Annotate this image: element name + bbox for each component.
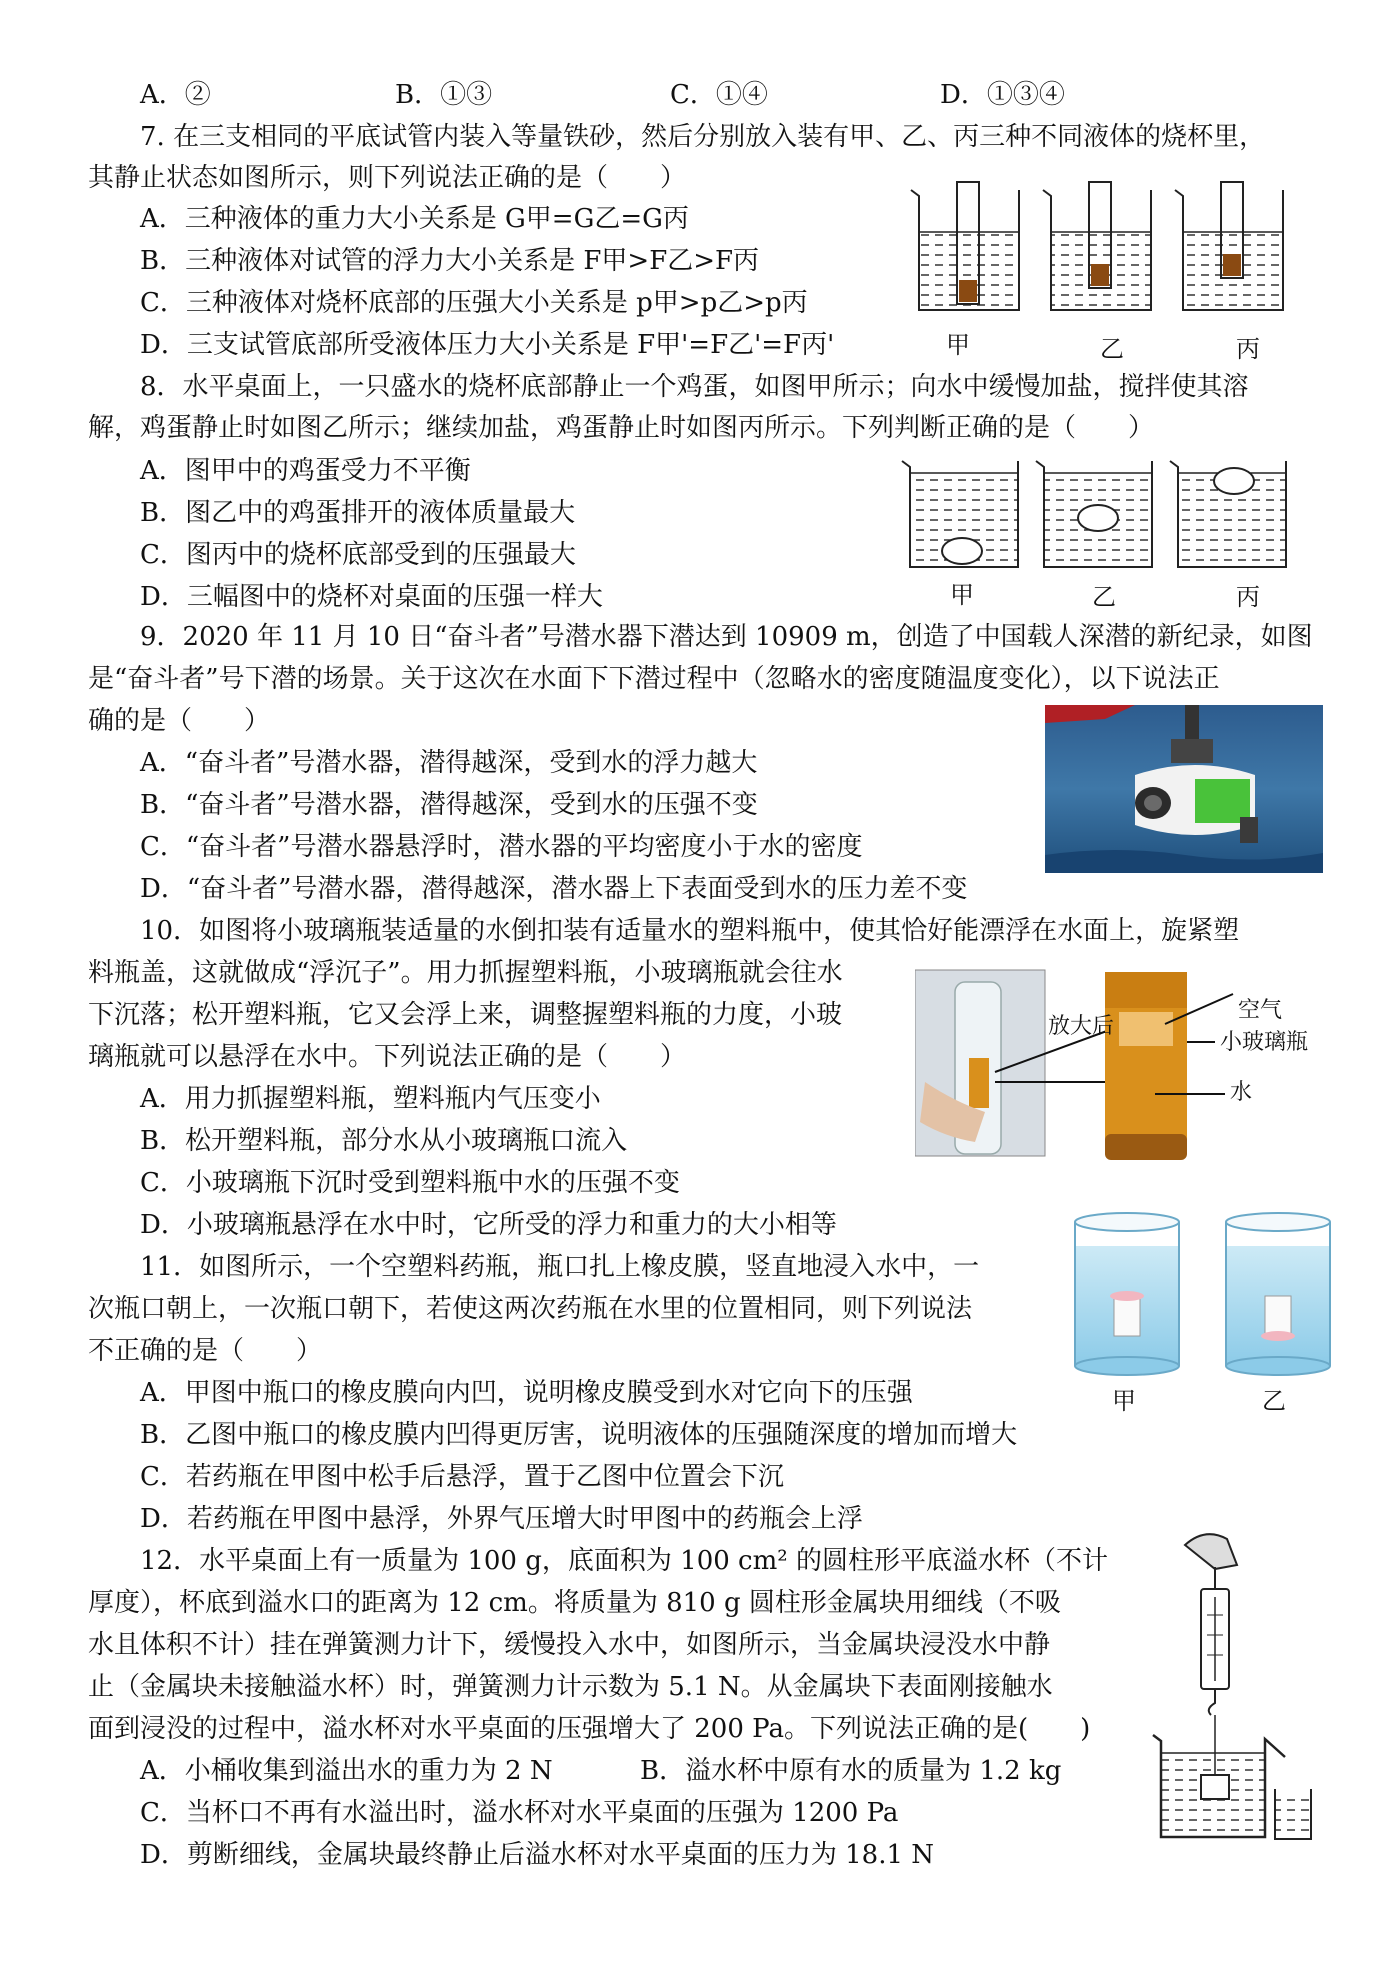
q10-cartesian-diver-figure	[915, 962, 1315, 1162]
q11-stem-2: 次瓶口朝上，一次瓶口朝下，若使这两次药瓶在水里的位置相同，则下列说法	[88, 1294, 973, 1324]
q11-label-jia: 甲	[1112, 1387, 1136, 1415]
q11-option-a: A．甲图中瓶口的橡皮膜向内凹，说明橡皮膜受到水对它向下的压强	[140, 1378, 913, 1408]
q9-stem-1: 9．2020 年 11 月 10 日“奋斗者”号潜水器下潜达到 10909 m，创造了中国载人深潜的新纪录，如图	[140, 622, 1313, 652]
q12-option-a: A．小桶收集到溢出水的重力为 2 N	[140, 1756, 553, 1786]
q9-option-b: B．“奋斗者”号潜水器，潜得越深，受到水的压强不变	[140, 790, 758, 820]
q12-stem-2: 厚度），杯底到溢水口的距离为 12 cm。将质量为 810 g 圆柱形金属块用细线（不吸	[88, 1588, 1061, 1618]
q9-stem-2: 是“奋斗者”号下潜的场景。关于这次在水面下下潜过程中（忽略水的密度随温度变化），以下说法正	[88, 664, 1220, 694]
q8-option-a: A．图甲中的鸡蛋受力不平衡	[140, 456, 471, 486]
q10-label-air: 空气	[1238, 998, 1283, 1023]
q9-option-a: A．“奋斗者”号潜水器，潜得越深，受到水的浮力越大	[140, 748, 758, 778]
q7-option-a: A．三种液体的重力大小关系是 G甲=G乙=G丙	[140, 204, 689, 234]
q7-beaker-bing	[1175, 182, 1283, 310]
q9-stem-3: 确的是（ ）	[88, 706, 271, 736]
q9-option-c: C．“奋斗者”号潜水器悬浮时，潜水器的平均密度小于水的密度	[140, 832, 863, 862]
q12-option-c: C．当杯口不再有水溢出时，溢水杯对水平桌面的压强为 1200 Pa	[140, 1798, 899, 1828]
q7-label-yi: 乙	[1100, 335, 1124, 363]
q7-beaker-jia	[911, 182, 1019, 310]
q8-option-c: C．图丙中的烧杯底部受到的压强最大	[140, 540, 576, 570]
q8-label-jia: 甲	[950, 581, 974, 609]
q7-option-b: B．三种液体对试管的浮力大小关系是 F甲>F乙>F丙	[140, 246, 760, 276]
q10-stem-2: 料瓶盖，这就做成“浮沉子”。用力抓握塑料瓶，小玻璃瓶就会往水	[88, 958, 843, 988]
q8-beaker-yi	[1036, 461, 1152, 567]
q7-option-c: C．三种液体对烧杯底部的压强大小关系是 p甲>p乙>p丙	[140, 288, 808, 318]
q12-overflow-cup-figure	[1145, 1525, 1325, 1850]
q8-option-d: D．三幅图中的烧杯对桌面的压强一样大	[140, 582, 603, 612]
q7-label-jia: 甲	[946, 331, 970, 359]
q10-stem-1: 10．如图将小玻璃瓶装适量的水倒扣装有适量水的塑料瓶中，使其恰好能漂浮在水面上，旋紧塑	[140, 916, 1240, 946]
q6-option-a: A．②	[140, 80, 211, 110]
q8-stem-2: 解，鸡蛋静止时如图乙所示；继续加盐，鸡蛋静止时如图丙所示。下列判断正确的是（ ）	[88, 413, 1155, 443]
q7-stem-2: 其静止状态如图所示，则下列说法正确的是（ ）	[88, 163, 687, 193]
q11-stem-1: 11．如图所示，一个空塑料药瓶，瓶口扎上橡皮膜，竖直地浸入水中，一	[140, 1252, 980, 1282]
q11-medicine-bottle-figure	[1070, 1210, 1340, 1380]
q12-stem-5: 面到浸没的过程中，溢水杯对水平桌面的压强增大了 200 Pa。下列说法正确的是( )	[88, 1714, 1091, 1744]
q10-label-bottle: 小玻璃瓶	[1220, 1030, 1309, 1055]
q9-option-d: D．“奋斗者”号潜水器，潜得越深，潜水器上下表面受到水的压力差不变	[140, 874, 968, 904]
q8-label-yi: 乙	[1092, 583, 1116, 611]
q12-stem-1: 12．水平桌面上有一质量为 100 g，底面积为 100 cm² 的圆柱形平底溢水杯（不计	[140, 1546, 1108, 1576]
q12-stem-3: 水且体积不计）挂在弹簧测力计下，缓慢投入水中，如图所示，当金属块浸没水中静	[88, 1630, 1051, 1660]
q6-option-b: B．①③	[395, 80, 493, 110]
q10-option-c: C．小玻璃瓶下沉时受到塑料瓶中水的压强不变	[140, 1168, 680, 1198]
q6-option-c: C．①④	[670, 80, 768, 110]
q9-submersible-photo	[1045, 705, 1323, 873]
q7-label-bing: 丙	[1236, 335, 1260, 363]
q8-beaker-bing	[1170, 461, 1286, 567]
q8-egg-beakers-figure	[900, 455, 1295, 575]
q10-stem-3: 下沉落；松开塑料瓶，它又会浮上来，调整握塑料瓶的力度，小玻	[88, 1000, 843, 1030]
q11-stem-3: 不正确的是（ ）	[88, 1336, 323, 1366]
q8-beaker-jia	[902, 461, 1018, 567]
q12-option-b: B．溢水杯中原有水的质量为 1.2 kg	[640, 1756, 1062, 1786]
q7-beaker-yi	[1043, 182, 1151, 310]
q8-stem-1: 8．水平桌面上，一只盛水的烧杯底部静止一个鸡蛋，如图甲所示；向水中缓慢加盐，搅拌使其溶	[140, 372, 1249, 402]
q12-stem-4: 止（金属块未接触溢水杯）时，弹簧测力计示数为 5.1 N。从金属块下表面刚接触水	[88, 1672, 1053, 1702]
q7-option-d: D．三支试管底部所受液体压力大小关系是 F甲'=F乙'=F丙'	[140, 330, 835, 360]
q10-option-d: D．小玻璃瓶悬浮在水中时，它所受的浮力和重力的大小相等	[140, 1210, 837, 1240]
q11-option-c: C．若药瓶在甲图中松手后悬浮，置于乙图中位置会下沉	[140, 1462, 784, 1492]
q11-cup-yi	[1226, 1213, 1330, 1375]
q8-option-b: B．图乙中的鸡蛋排开的液体质量最大	[140, 498, 576, 528]
q11-option-b: B．乙图中瓶口的橡皮膜内凹得更厉害，说明液体的压强随深度的增加而增大	[140, 1420, 1018, 1450]
q7-stem-1: 7. 在三支相同的平底试管内装入等量铁砂，然后分别放入装有甲、乙、丙三种不同液体的烧杯里，	[140, 122, 1266, 152]
q10-label-magnified: 放大后	[1048, 1014, 1115, 1039]
q10-label-water: 水	[1230, 1080, 1253, 1105]
q11-cup-jia	[1075, 1213, 1179, 1375]
q10-option-b: B．松开塑料瓶，部分水从小玻璃瓶口流入	[140, 1126, 628, 1156]
q12-option-d: D．剪断细线，金属块最终静止后溢水杯对水平桌面的压力为 18.1 N	[140, 1840, 935, 1870]
q8-label-bing: 丙	[1236, 583, 1260, 611]
q10-stem-4: 璃瓶就可以悬浮在水中。下列说法正确的是（ ）	[88, 1042, 687, 1072]
q11-option-d: D．若药瓶在甲图中悬浮，外界气压增大时甲图中的药瓶会上浮	[140, 1504, 863, 1534]
q10-option-a: A．用力抓握塑料瓶，塑料瓶内气压变小	[140, 1084, 601, 1114]
q11-label-yi: 乙	[1262, 1387, 1286, 1415]
q6-option-d: D．①③④	[940, 80, 1065, 110]
